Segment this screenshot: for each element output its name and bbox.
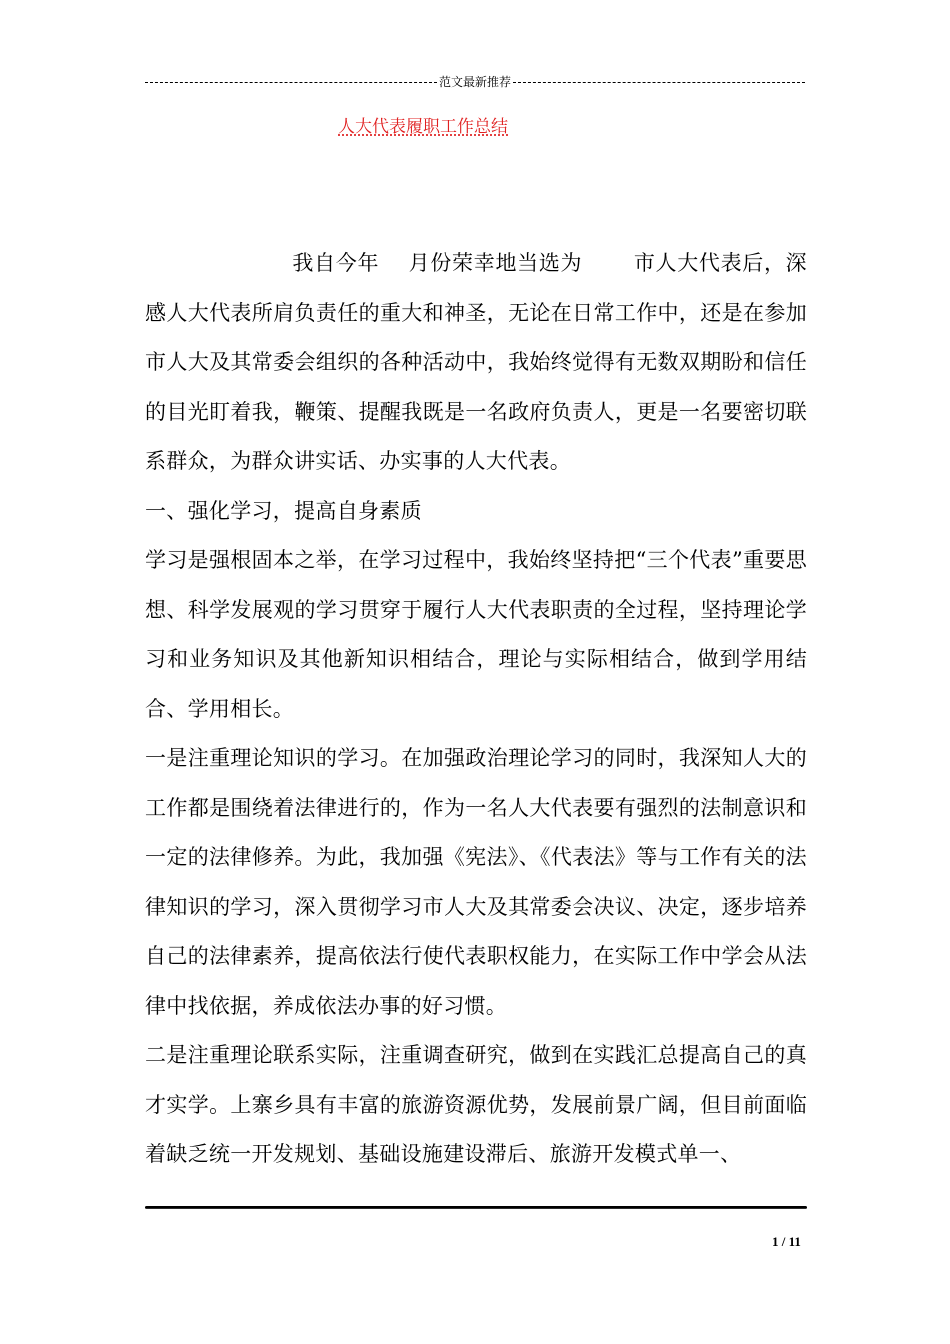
document-body xyxy=(145,239,807,1180)
header-label: 范文最新推荐 xyxy=(439,75,512,89)
paragraph-study: 学习是强根固本之举，在学习过程中，我始终坚持把“三个代表”重要思想、科学发展观的学习贯穿于履行人大代表职责的全过程，坚持理论学习和业务知识及其他新知识相结合，理论与实际相结合，做到学用结合、学用相长。 xyxy=(145,548,807,721)
page-number: 1 / 11 xyxy=(772,1234,801,1249)
header-dashes-right xyxy=(513,82,805,83)
page-header xyxy=(145,74,805,90)
paragraph-theory: 一是注重理论知识的学习。在加强政治理论学习的同时，我深知人大的工作都是围绕着法律进行的，作为一名人大代表要有强烈的法制意识和一定的法律修养。为此，我加强《宪法》、《代表法》等与工作有关的法律知识的学习，深入贯彻学习市人大及其常委会决议、决定，逐步培养自己的法律素养，提高依法行使代表职权能力，在实际工作中学会从法律中找依据，养成依法办事的好习惯。 xyxy=(145,746,807,1018)
section-heading: 一、强化学习，提高自身素质 xyxy=(145,498,422,523)
paragraph-intro: 我自今年 月份荣幸地当选为 市人大代表后，深感人大代表所肩负责任的重大和神圣，无论在日常工作中，还是在参加市人大及其常委会组织的各种活动中，我始终觉得有无数双期盼和信任的目光盯着我，鞭策、提醒我既是一名政府负责人，更是一名要密切联系群众，为群众讲实话、办实事的人大代表。 xyxy=(145,251,807,473)
header-dashes-left xyxy=(145,82,437,83)
footer-rule xyxy=(145,1206,807,1209)
document-title: 人大代表履职工作总结 xyxy=(338,117,508,137)
paragraph-practice: 二是注重理论联系实际，注重调查研究，做到在实践汇总提高自己的真才实学。上寨乡具有丰富的旅游资源优势，发展前景广阔，但目前面临着缺乏统一开发规划、基础设施建设滞后、旅游开发模式单一、 xyxy=(145,1043,807,1166)
